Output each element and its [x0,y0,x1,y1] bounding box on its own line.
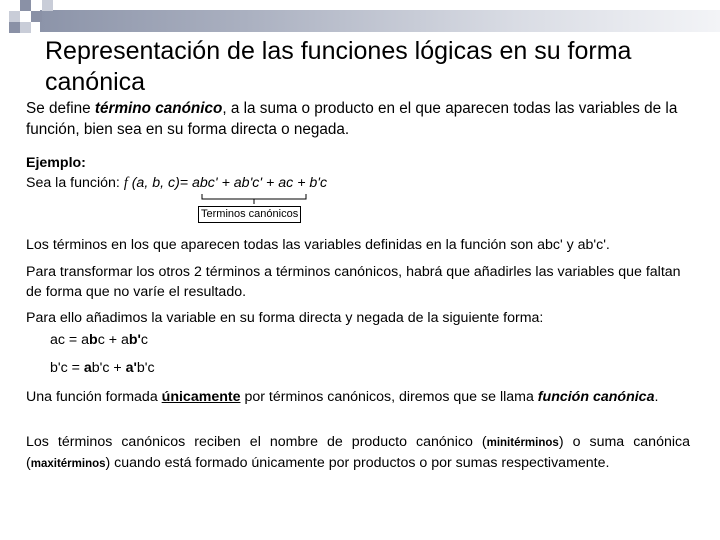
eq2-part: b'c + [91,360,126,376]
definition-text-before: Se define [26,100,95,117]
eq1-bold: b' [128,332,141,348]
eq2-bold: a [83,360,92,376]
text4-part: Una función formada [26,389,162,405]
decor-square [31,11,42,22]
function-args: (a, b, c)= [127,174,193,191]
definition-paragraph [26,98,690,140]
canonical-terms-brace [200,193,308,204]
equation-ac [50,331,148,350]
header-gradient-band [40,10,720,32]
eq1-bold: b [89,332,98,348]
text5-part: ) cuando está formado únicamente por productos o por sumas respectivamente. [105,454,610,471]
canonical-term-2: ab'c' [233,174,263,191]
equation-bc [50,359,155,378]
text4-emphasis: únicamente [161,389,241,405]
decor-square [20,0,31,11]
eq1-part: c + a [97,332,129,348]
text5-part: ) o suma canónica ( [26,434,690,471]
decor-square [9,22,20,33]
decorative-header-bar [0,0,720,36]
paragraph-canonical-function [26,388,690,408]
canonical-term-1: abc' [192,174,218,191]
eq1-part: c [140,332,149,348]
example-block [26,154,690,193]
text5-part: Los términos canónicos reciben el nombre de producto canónico ( [26,434,487,450]
definition-text-after: , a la suma o producto en el que aparecen todas las variables de la función, bien sea en su forma directa o negada. [26,100,678,138]
eq2-part: b'c = [50,360,84,376]
text4-term: función canónica [537,389,655,405]
remaining-terms: + ac + b'c [262,174,328,191]
example-prefix: Sea la función: [26,174,124,191]
maxterms-label: maxitérminos [30,457,106,470]
definition-term: término canónico [94,100,223,117]
paragraph-terms-present: Los términos en los que aparecen todas las variables definidas en la función son abc' y ab'c'. [26,237,610,253]
example-heading: Ejemplo: [26,155,86,171]
example-function-line [26,174,690,194]
paragraph-transform: Para transformar los otros 2 términos a términos canónicos, habrá que añadirles las variables que faltan de forma que no varíe el resultado. [26,264,681,300]
paragraph-add-variable: Para ello añadimos la variable en su forma directa y negada de la siguiente forma: [26,310,544,326]
text4-part: por términos canónicos, diremos que se llama [240,389,538,405]
decor-square [9,11,20,22]
decor-square [20,22,31,33]
canonical-terms-label: Terminos canónicos [198,206,301,223]
plus-sign: + [217,174,234,191]
paragraph-min-max-terms [26,433,690,474]
eq1-part: ac = a [50,332,90,348]
decor-square [42,0,53,11]
eq2-bold: a' [125,360,137,376]
function-symbol: f [123,174,128,191]
eq2-part: b'c [136,360,155,376]
slide-title: Representación de las funciones lógicas en su forma canónica [45,37,632,96]
text4-part: . [654,389,659,405]
minterms-label: minitérminos [486,437,559,449]
